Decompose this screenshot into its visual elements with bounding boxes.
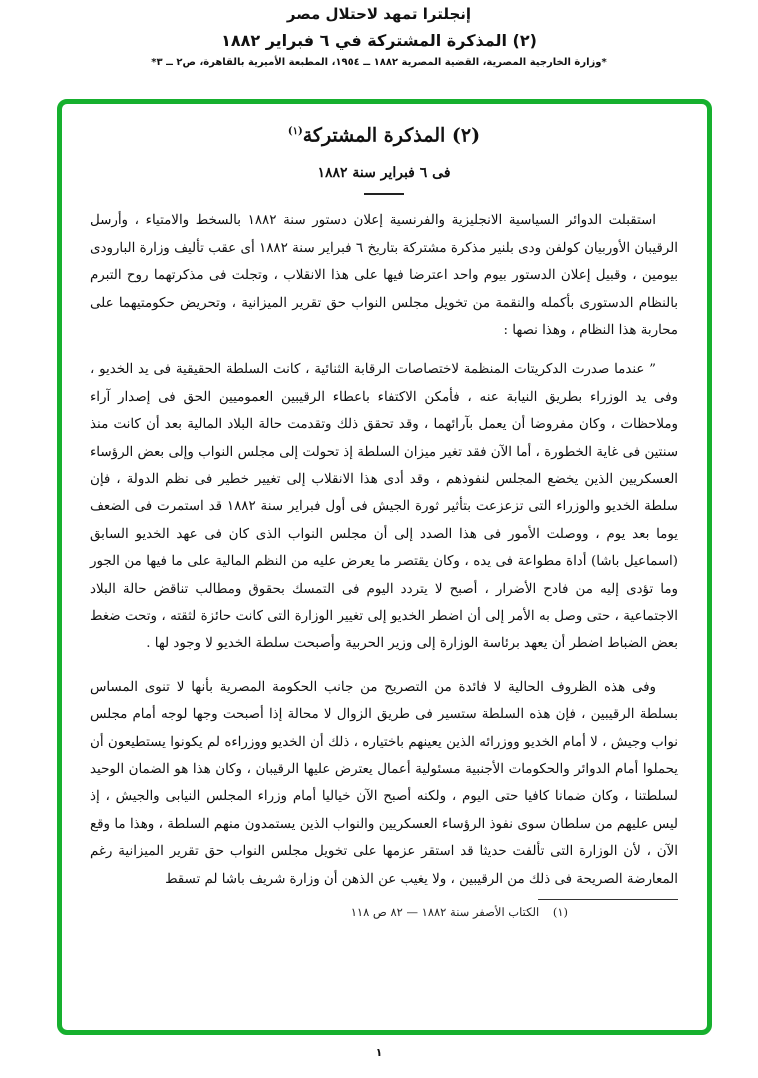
document-title (90, 116, 678, 151)
header-subtitle: (٢) المذكرة المشتركة في ٦ فبراير ١٨٨٢ (221, 31, 537, 50)
page-header (0, 0, 758, 70)
title-footnote-ref: (١) (287, 126, 303, 137)
page-number: ١ (375, 1046, 383, 1059)
footnote-text: الكتاب الأصفر سنة ١٨٨٢ — ٨٢ ص ١١٨ (350, 905, 540, 920)
header-title: إنجلترا تمهد لاحتلال مصر (286, 5, 472, 23)
footnote-mark: (١) (552, 905, 568, 920)
document-date: فى ٦ فبراير سنة ١٨٨٢ (317, 165, 451, 182)
footnote (90, 903, 678, 921)
paragraph-intro: استقبلت الدوائر السياسية الانجليزية والفرنسية إعلان دستور سنة ١٨٨٢ بالسخط والامتياء ، وأرسل الرقيبان الأوربيان كولفن ودى بلنير مذكرة مشتركة بتاريخ ٦ فبراير سنة ١٨٨٢ أى عقب تأليف وزارة البارودى بيومين ، وقبيل إعلان الدستور بيوم واحد اعترضا فيها على هذا الانقلاب ، وتجلت فى مذكرتهما روح التبرم بالنظام الدستورى بأكمله والنقمة من تخويل مجلس النواب حق تقرير الميزانية ، وتحريض حكومتيهما على محاربة هذا النظام ، وهذا نصها : (90, 213, 678, 338)
header-source-citation: *وزارة الخارجية المصرية، القضية المصرية ١٨٨٢ ــ ١٩٥٤، المطبعة الأميرية بالقاهرة، ص٢ ــ ٣* (151, 57, 607, 68)
scanned-document (90, 110, 678, 921)
footnote-divider (538, 899, 678, 900)
document-title-text: (٢) المذكرة المشتركة (302, 124, 481, 147)
paragraph-quote-1: ” عندما صدرت الدكريتات المنظمة لاختصاصات الرقابة الثنائية ، كانت السلطة الحقيقية فى يد الخديو ، وفى يد الوزراء بطريق النيابة عنه ، فأمكن الاكتفاء باعطاء الرقيبين العموميين الحق فى إصدار آراء وملاحظات ، وكان مفروضا أن يعمل بآرائهما ، وقد تحقق ذلك وتقدمت حالة البلاد المالية بعد أن كانت منذ سنتين فى غاية الخطورة ، أما الآن فقد تغير ميزان السلطة إذ تحولت إلى مجلس النواب وإلى بعض الرؤساء العسكريين الذين يخضع المجلس لنفوذهم ، وقد أدى هذا الانقلاب إلى تغيير خطير فى نظم الدولة ، فإن سلطة الخديو والوزراء التى تزعزعت بتأثير ثورة الجيش فى أول فبراير سنة ١٨٨٢ قد استمرت فى الضعف يوما بعد يوم ، ووصلت الأمور فى هذا الصدد إلى أن مجلس النواب الذى كان فى عهد الخديو السابق (اسماعيل باشا) أداة مطواعة فى يده ، وكان يقتصر ما يعرض عليه من النظم المالية على ما فيها من الجور وما تؤدى إليه من فادح الأضرار ، أصبح لا يتردد اليوم فى التمسك بحقوق ومطالب تناقض حالة البلاد الاجتماعية ، حتى وصل به الأمر إلى أن اضطر الخديو إلى تغيير الوزارة التى كانت حائزة لثقته ، وتحت ضغط بعض الضباط اضطر أن يعهد برئاسة الوزارة إلى وزير الحربية وأصبحت سلطة الخديو لا وجود لها . (90, 362, 678, 652)
footnote-section (90, 893, 678, 921)
paragraph-quote-2: وفى هذه الظروف الحالية لا فائدة من التصريح من جانب الحكومة المصرية بأنها لا تنوى المساس بسلطة الرقيبين ، فإن هذه السلطة ستسير فى طريق الزوال لا محالة إذا أصبحت وجها لوجه أمام مجلس نواب وجيش ، لا أمام الخديو ووزرائه الذين يعينهم باختياره ، ذلك أن الخديو ووزراءه لم يكونوا يستطيعون أن يحملوا أمام الدوائر والحكومات الأجنبية مسئولية أعمال يعترض عليها الرقيبان ، وكان هذا هو الضمان الوحيد لسلطتنا ، وكان ضمانا كافيا حتى اليوم ، ولكنه أصبح الآن خياليا أمام وزراء المجلس النيابى والجيش ، إذ ليس عليهم من سلطان سوى نفوذ الرؤساء العسكريين والنواب الذين يستمدون منهم السلطة ، وهذا ما وقع الآن ، لأن الوزارة التى تألفت حديثا قد استقر عزمها على تخويل مجلس النواب حق تقرير الميزانية رغم المعارضة الصريحة فى ذلك من الرقيبين ، ولا يغيب عن الذهن أن وزارة شريف باشا لم تسقط (90, 679, 678, 887)
title-divider (364, 193, 404, 195)
